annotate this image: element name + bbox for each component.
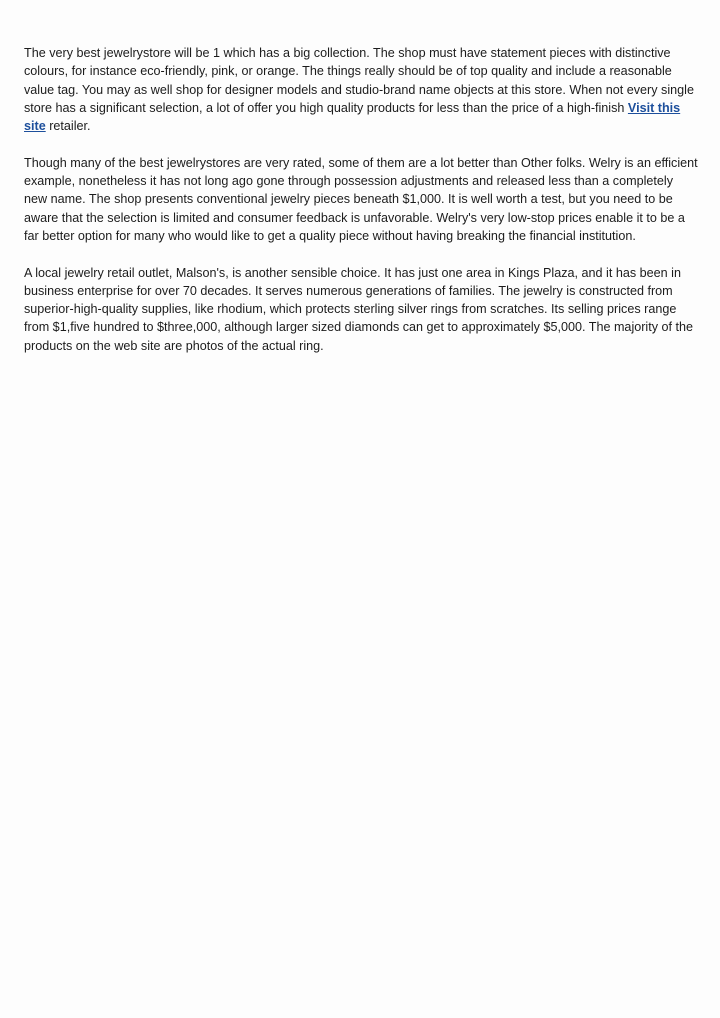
paragraph-3: A local jewelry retail outlet, Malson's, is another sensible choice. It has just one area in Kings Plaza, and it has been in business enterprise for over 70 decades. It serves numerous generations of families. The jewelry is constructed from superior-high-quality supplies, like rhodium, which protects sterling silver rings from scratches. Its selling prices range from $1,five hundred to $three,000, although larger sized diamonds can get to approximately $5,000. The majority of the products on the web site are photos of the actual ring. (24, 265, 694, 353)
paragraph-2: Though many of the best jewelrystores are very rated, some of them are a lot better than Other folks. Welry is an efficient example, nonetheless it has not long ago gone through possession adjustments and released less than a completely new name. The shop presents conventional jewelry pieces beneath $1,000. It is well worth a test, but you need to be aware that the selection is limited and consumer feedback is unfavorable. Welry's very low-stop prices enable it to be a far better option for many who would like to get a quality piece without having breaking the financial institution. (24, 155, 698, 243)
paragraph-1-text-after-link: retailer. (45, 119, 91, 134)
visit-this-site-link[interactable]: Visit this site (24, 100, 681, 134)
paragraph-1-text-before-link: The very best jewelrystore will be 1 which has a big collection. The shop must have statement pieces with distinctive colours, for instance eco-friendly, pink, or orange. The things really should be of top quality and include a reasonable value tag. You may as well shop for designer models and studio-brand name objects at this store. When not every single store has a significant selection, a lot of offer you high quality products for less than the price of a high-finish (24, 46, 694, 115)
article-body (24, 44, 698, 373)
paragraph-1 (24, 44, 698, 135)
